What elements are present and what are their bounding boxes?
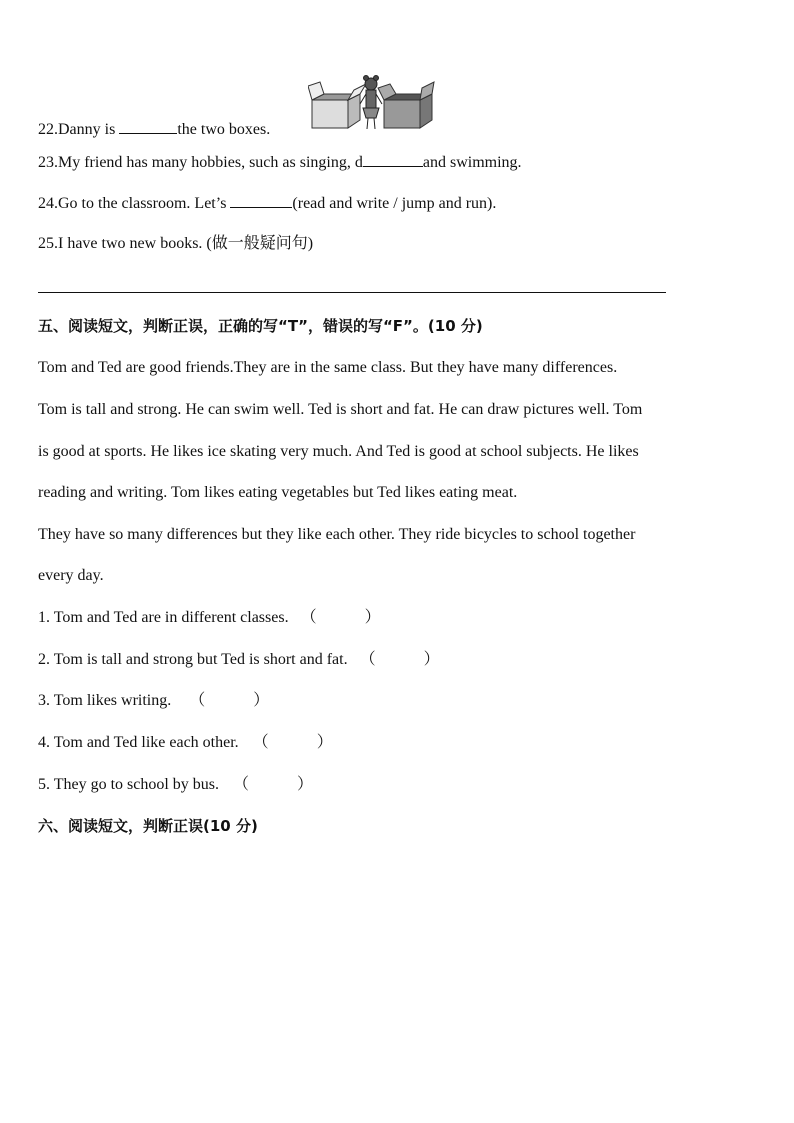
statement-4: 4. Tom and Ted like each other. （ ） — [38, 734, 333, 751]
statement-3: 3. Tom likes writing. （ ） — [38, 692, 270, 709]
statement-2: 2. Tom is tall and strong but Ted is short and fat. （ ） — [38, 651, 440, 668]
right-box-icon — [378, 82, 434, 128]
question-25: 25.I have two new books. (做一般疑问句) — [38, 235, 314, 252]
answer-paren[interactable]: （ ） — [189, 692, 270, 709]
answer-paren[interactable]: （ ） — [359, 651, 440, 668]
fill-blank[interactable] — [363, 151, 423, 167]
section-6-heading: 六、阅读短文，判断正误(10 分) — [38, 817, 258, 835]
fill-blank[interactable] — [119, 118, 177, 134]
statement-5: 5. They go to school by bus. （ ） — [38, 776, 314, 793]
passage-line: Tom is tall and strong. He can swim well. Ted is short and fat. He can draw pictures well. Tom — [38, 401, 643, 418]
boxes-illustration — [308, 72, 436, 132]
question-24: 24.Go to the classroom. Let’s (read and write / jump and run). — [38, 192, 496, 214]
passage-line: is good at sports. He likes ice skating very much. And Ted is good at school subjects. He likes — [38, 443, 639, 460]
passage-line: reading and writing. Tom likes eating vegetables but Ted likes eating meat. — [38, 484, 518, 501]
answer-paren[interactable]: （ ） — [252, 734, 333, 751]
girl-figure-icon — [360, 76, 382, 130]
passage-line: every day. — [38, 567, 104, 584]
section-5-heading: 五、阅读短文，判断正误，正确的写“T”，错误的写“F”。(10 分) — [38, 317, 483, 335]
question-23: 23.My friend has many hobbies, such as singing, d and swimming. — [38, 151, 522, 173]
statement-1: 1. Tom and Ted are in different classes. （ ） — [38, 609, 381, 626]
passage-line: They have so many differences but they like each other. They ride bicycles to school together — [38, 526, 636, 543]
left-box-icon — [308, 82, 366, 128]
fill-blank[interactable] — [230, 192, 292, 208]
answer-paren[interactable]: （ ） — [233, 776, 314, 793]
answer-paren[interactable]: （ ） — [300, 609, 381, 626]
passage-line: Tom and Ted are good friends.They are in the same class. But they have many differences. — [38, 359, 618, 376]
question-22: 22.Danny is the two boxes. — [38, 118, 270, 140]
answer-line[interactable] — [38, 292, 666, 293]
